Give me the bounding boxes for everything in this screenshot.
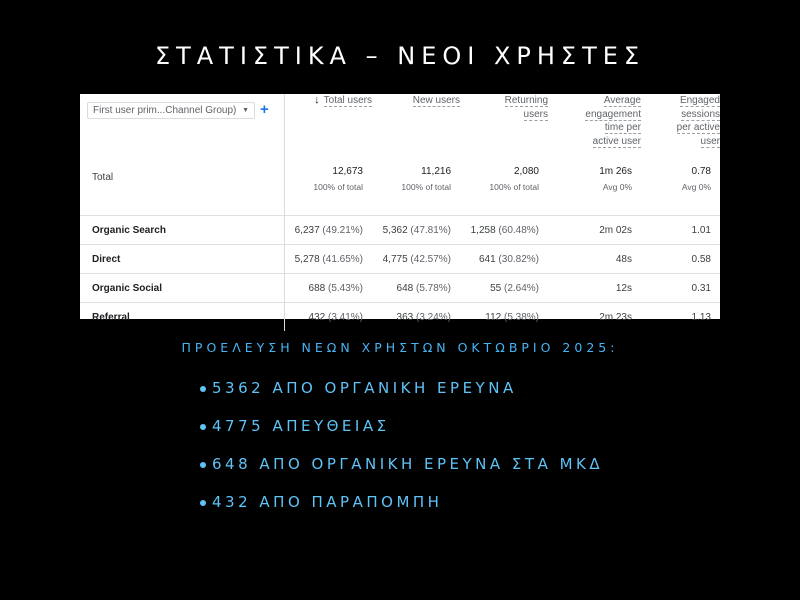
table-cell: 2m 23s bbox=[548, 303, 641, 332]
total-share: Avg 0% bbox=[602, 182, 632, 192]
table-cell: 6,237 (49.21%) bbox=[284, 216, 372, 245]
table-cell: 1,258 (60.48%) bbox=[460, 216, 548, 245]
row-label: Organic Social bbox=[80, 274, 284, 303]
table-cell: 688 (5.43%) bbox=[284, 274, 372, 303]
column-header-label: New users bbox=[412, 95, 460, 106]
column-header-label: active user bbox=[592, 135, 641, 147]
column-header-new-users[interactable] bbox=[372, 94, 460, 160]
total-share: 100% of total bbox=[401, 182, 451, 192]
table-cell: 432 (3.41%) bbox=[284, 303, 372, 332]
table-cell: 0.58 bbox=[641, 245, 720, 274]
table-row[interactable] bbox=[80, 216, 720, 245]
total-cell bbox=[641, 160, 720, 216]
total-value: 11,216 bbox=[421, 166, 451, 177]
table-cell: 5,278 (41.65%) bbox=[284, 245, 372, 274]
bullet-text: 4775 ΑΠΕΥΘΕΙΑΣ bbox=[212, 417, 390, 435]
table-row[interactable] bbox=[80, 303, 720, 332]
table-cell: 112 (5.38%) bbox=[460, 303, 548, 332]
table-cell: 0.31 bbox=[641, 274, 720, 303]
slide-title: ΣΤΑΤΙΣΤΙΚΑ – ΝΕΟΙ ΧΡΗΣΤΕΣ bbox=[154, 42, 646, 70]
bullet-text: 5362 ΑΠΟ ΟΡΓΑΝΙΚΗ ΕΡΕΥΝΑ bbox=[212, 379, 517, 397]
total-cell bbox=[548, 160, 641, 216]
column-header-label: engagement bbox=[585, 108, 641, 120]
table-cell: 5,362 (47.81%) bbox=[372, 216, 460, 245]
total-value: 2,080 bbox=[513, 166, 539, 177]
column-header-label: users bbox=[523, 108, 548, 120]
table-cell: 12s bbox=[548, 274, 641, 303]
table-row[interactable] bbox=[80, 274, 720, 303]
column-header-label: sessions bbox=[681, 108, 720, 120]
dimension-select[interactable] bbox=[87, 102, 255, 119]
total-share: 100% of total bbox=[313, 182, 363, 192]
row-label: Referral bbox=[80, 303, 284, 332]
table-cell: 55 (2.64%) bbox=[460, 274, 548, 303]
total-value: 12,673 bbox=[332, 166, 363, 177]
column-header-avg-engagement-time[interactable] bbox=[548, 94, 641, 160]
table-cell: 1.01 bbox=[641, 216, 720, 245]
bullet-icon bbox=[200, 424, 206, 430]
table-cell: 2m 02s bbox=[548, 216, 641, 245]
table-cell: 641 (30.82%) bbox=[460, 245, 548, 274]
table-row[interactable] bbox=[80, 245, 720, 274]
bullet-text: 432 ΑΠΟ ΠΑΡΑΠΟΜΠΗ bbox=[212, 493, 443, 511]
total-label: Total bbox=[80, 160, 284, 216]
column-header-label: Engaged bbox=[679, 95, 720, 106]
column-header-label: user bbox=[700, 135, 720, 147]
slide-subtitle: ΠΡΟΕΛΕΥΣΗ ΝΕΩΝ ΧΡΗΣΤΩΝ ΟΚΤΩΒΡΙΟ 2025: bbox=[181, 340, 619, 355]
total-share: 100% of total bbox=[489, 182, 539, 192]
table-cell: 48s bbox=[548, 245, 641, 274]
dropdown-arrow-icon: ▼ bbox=[242, 107, 249, 114]
dimension-header bbox=[80, 94, 284, 160]
sort-descending-icon: ↓ bbox=[314, 94, 320, 106]
table-cell: 648 (5.78%) bbox=[372, 274, 460, 303]
total-value: 1m 26s bbox=[599, 166, 632, 177]
bullet-list bbox=[200, 378, 603, 530]
column-header-label: time per bbox=[604, 122, 641, 133]
total-share: Avg 0% bbox=[681, 182, 711, 192]
column-header-returning-users[interactable] bbox=[460, 94, 548, 160]
bullet-icon bbox=[200, 386, 206, 392]
column-header-label: Total users bbox=[323, 95, 372, 106]
list-item bbox=[200, 416, 603, 454]
list-item bbox=[200, 378, 603, 416]
row-label: Direct bbox=[80, 245, 284, 274]
list-item bbox=[200, 492, 603, 530]
bullet-icon bbox=[200, 500, 206, 506]
list-item bbox=[200, 454, 603, 492]
total-value: 0.78 bbox=[691, 166, 711, 177]
analytics-report-table bbox=[80, 94, 720, 323]
column-header-label: Average bbox=[603, 95, 641, 106]
column-header-engaged-sessions[interactable] bbox=[641, 94, 720, 160]
column-header-total-users[interactable] bbox=[284, 94, 372, 160]
table-cell: 1.13 bbox=[641, 303, 720, 332]
total-cell bbox=[284, 160, 372, 216]
row-label: Organic Search bbox=[80, 216, 284, 245]
bullet-text: 648 ΑΠΟ ΟΡΓΑΝΙΚΗ ΕΡΕΥΝΑ ΣΤΑ ΜΚΔ bbox=[212, 455, 604, 473]
column-header-label: per active bbox=[676, 122, 720, 133]
total-cell bbox=[372, 160, 460, 216]
totals-row bbox=[80, 160, 720, 216]
add-dimension-button[interactable]: + bbox=[260, 101, 269, 118]
dimension-select-label: First user prim...Channel Group) bbox=[93, 105, 237, 116]
total-cell bbox=[460, 160, 548, 216]
table-cell: 363 (3.24%) bbox=[372, 303, 460, 332]
table-cell: 4,775 (42.57%) bbox=[372, 245, 460, 274]
column-header-label: Returning bbox=[504, 95, 548, 106]
bullet-icon bbox=[200, 462, 206, 468]
